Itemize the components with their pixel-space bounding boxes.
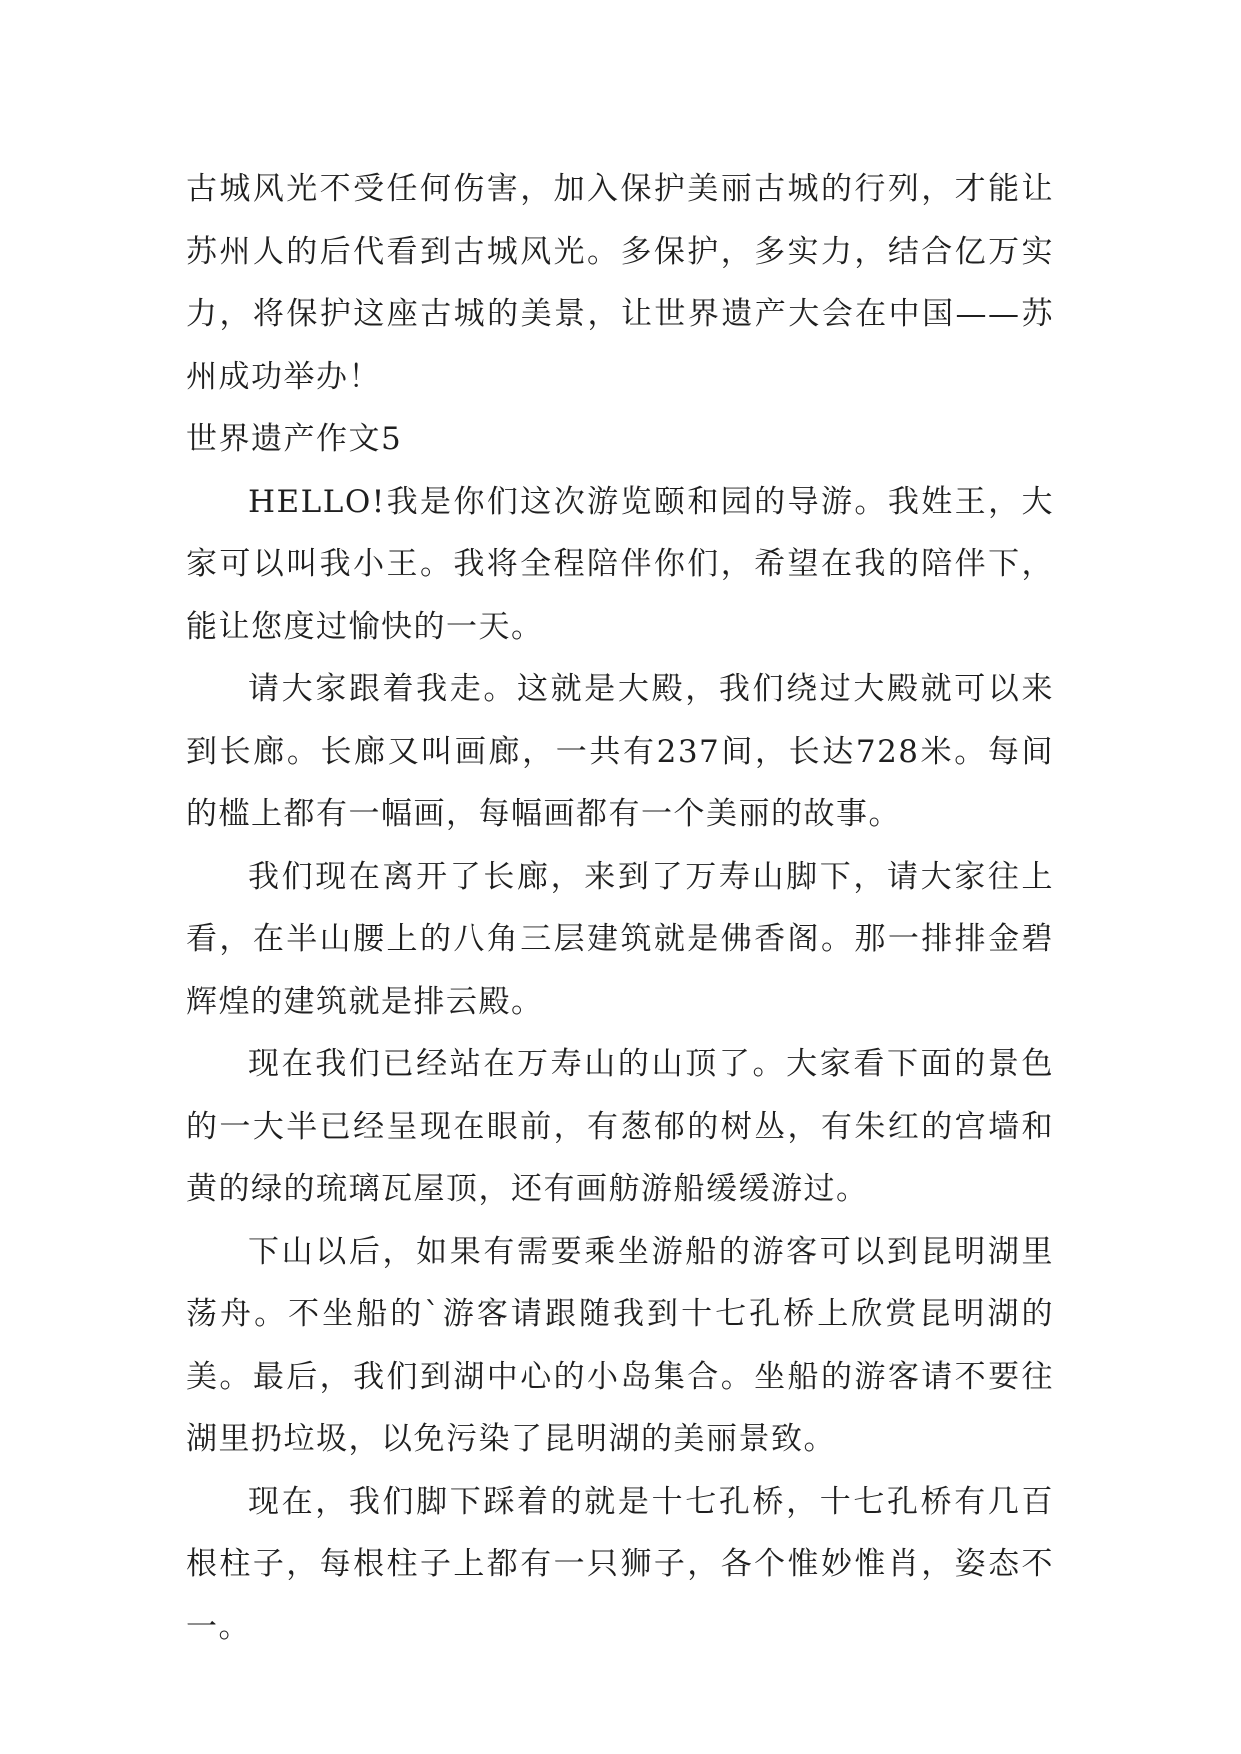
- paragraph-kunming-lake: 下山以后，如果有需要乘坐游船的游客可以到昆明湖里荡舟。不坐船的`游客请跟随我到十七孔桥上欣赏昆明湖的美。最后，我们到湖中心的小岛集合。坐船的游客请不要往湖里扔垃圾，以免污染了昆明湖的美丽景致。: [186, 1233, 1054, 1457]
- document-body: [186, 158, 1054, 1658]
- section-heading: 世界遗产作文5: [186, 421, 403, 457]
- paragraph-intro: HELLO!我是你们这次游览颐和园的导游。我姓王，大家可以叫我小王。我将全程陪伴你们，希望在我的陪伴下，能让您度过愉快的一天。: [186, 483, 1054, 645]
- paragraph-hilltop-view: 现在我们已经站在万寿山的山顶了。大家看下面的景色的一大半已经呈现在眼前，有葱郁的树丛，有朱红的宫墙和黄的绿的琉璃瓦屋顶，还有画舫游船缓缓游过。: [186, 1046, 1054, 1207]
- paragraph-long-corridor: 请大家跟着我走。这就是大殿，我们绕过大殿就可以来到长廊。长廊又叫画廊，一共有237间，长达728米。每间的槛上都有一幅画，每幅画都有一个美丽的故事。: [186, 671, 1054, 832]
- paragraph-continuation: 古城风光不受任何伤害，加入保护美丽古城的行列，才能让苏州人的后代看到古城风光。多保护，多实力，结合亿万实力，将保护这座古城的美景，让世界遗产大会在中国——苏州成功举办！: [186, 171, 1054, 395]
- paragraph-longevity-hill: 我们现在离开了长廊，来到了万寿山脚下，请大家往上看，在半山腰上的八角三层建筑就是佛香阁。那一排排金碧辉煌的建筑就是排云殿。: [186, 858, 1054, 1020]
- paragraph-seventeen-arch-bridge: 现在，我们脚下踩着的就是十七孔桥，十七孔桥有几百根柱子，每根柱子上都有一只狮子，各个惟妙惟肖，姿态不一。: [186, 1483, 1054, 1645]
